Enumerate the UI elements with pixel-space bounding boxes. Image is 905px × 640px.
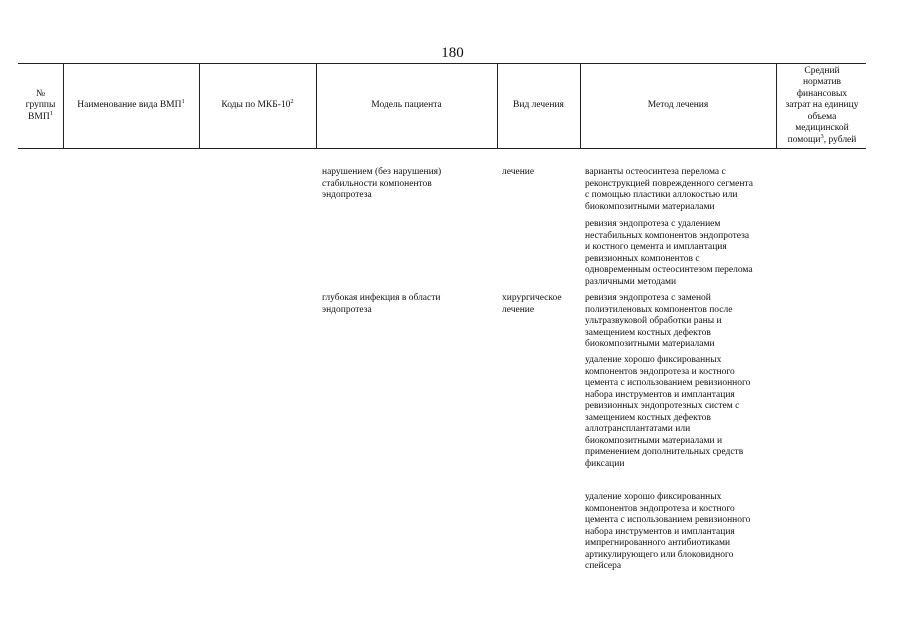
header-treatment-type: Вид лечения <box>513 100 564 111</box>
treatment-method-cell: удаление хорошо фиксированных компонентов эндопротеза и костного цемента с использованием ревизионного набора инструментов и имплантация ревизионных эндопротезных систем с замещением костных дефектов аллотрансплантатами или биокомпозитными материалами и применением дополнительных средств фиксации <box>585 355 751 469</box>
treatment-method-cell: удаление хорошо фиксированных компонентов эндопротеза и костного цемента с использованием ревизионного набора инструментов и имплантация импрегнированного антибиотиками артикулирующего или блоковидного спейсера <box>585 492 751 571</box>
treatment-type-cell: хирургическое лечение <box>502 293 562 315</box>
treatment-type-cell: лечение <box>502 167 535 177</box>
treatment-method-cell: варианты остеосинтеза перелома с реконструкцией поврежденного сегмента с помощью пластики аллокостью или биокомпозитными материалами <box>585 167 753 212</box>
patient-model-cell: нарушением (без нарушения) стабильности компонентов эндопротеза <box>322 167 442 200</box>
header-patient-model: Модель пациента <box>371 100 442 111</box>
header-icd-codes: Коды по МКБ-$10^2$ <box>221 98 294 111</box>
patient-model-cell: глубокая инфекция в области эндопротеза <box>322 293 441 315</box>
treatment-method-cell: ревизия эндопротеза с удалением нестабильных компонентов эндопротеза и костного цемента и имплантация ревизионных компонентов с одновременным остеосинтезом перелома различными методами <box>585 219 753 287</box>
header-group-number: № группы ВМП$^1$ <box>25 88 56 122</box>
header-vmp-name: Наименование вида ВМП$^1$ <box>77 98 185 111</box>
page-number: 180 <box>441 45 464 61</box>
header-average-cost: Средний норматив финансовых затрат на единицу объема медицинской помощи$^3$, рублей <box>785 65 859 145</box>
treatment-method-cell: ревизия эндопротеза с заменой полиэтиленовых компонентов после ультразвуковой обработки раны и замещением костных дефектов биокомпозитными материалами <box>585 293 733 349</box>
header-treatment-method: Метод лечения <box>647 100 709 111</box>
